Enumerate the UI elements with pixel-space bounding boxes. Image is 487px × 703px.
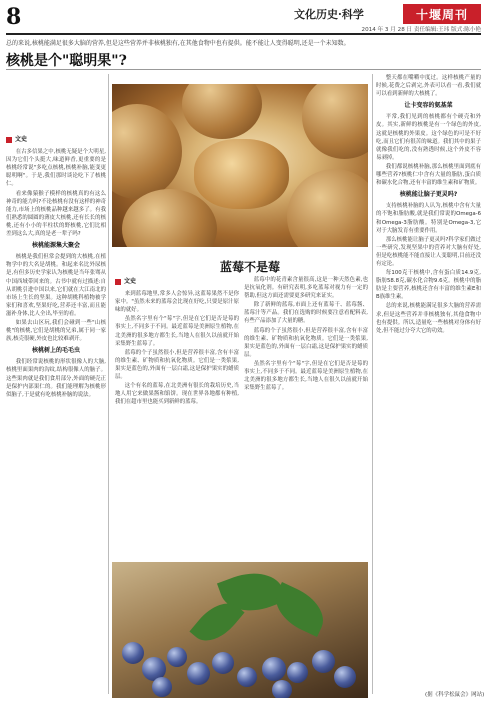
walnut-photo — [112, 84, 368, 247]
paragraph: 支持核桃补脑的人认为,核桃中含有大量的不饱和脂肪酸,就是我们常说的Omega-6和Omega-3脂肪酸。特别是Omega-3,它对于大脑发育有重要作用。 — [376, 203, 481, 234]
column-divider — [372, 74, 373, 694]
blueberry-title: 蓝莓不是莓 — [219, 260, 280, 274]
walnut-image — [112, 104, 182, 199]
blueberry-image — [212, 652, 234, 674]
paragraph: 我们经常说核桃的形状很像人的大脑,核桃里面果肉的沟纹,结构很像人的脑子。这些果肉就是我们食用部分,外面的硬壳正是保护内部果仁的。我们能理解为核桃形似脑子,于是就有吃核桃补脑的说法。 — [6, 359, 106, 398]
paragraph: 虽然名字里有个"莓"字,但是在它们是否是莓的事实上,不同多于不同。最近蓝莓是美洲原生植物,在北美洲的很多地方都生长,当地人在很久以前就开始采集野生蓝莓了。 — [115, 316, 239, 347]
paragraph: 蓝莓的个子虽然很小,但是营养很丰富,含有丰富的维生素、矿物质和抗氧化物质。它们是一类浆果,果实是蓝色的,外面有一层白霜,这是保护果实的蜡质层。 — [115, 349, 239, 381]
column-divider — [108, 74, 109, 694]
source-credit: (据《科学松鼠会》网站) — [425, 692, 485, 698]
page-number: 8 — [6, 4, 22, 30]
paragraph: 那么核桃能让脑子更灵吗?科学家们做过一些研究,发现坚果中的营养对大脑有好处,但是吃核桃能不能直接让人变聪明,目前还没有定论。 — [376, 236, 481, 267]
paragraph: 平常,我们见到的核桃都有个硬壳和外皮。其实,新鲜的核桃是有一个绿色的外皮,这就是核桃的外果皮。这个绿色的可是不好吃,而且它们有很苦的味道。我们其中的果子就像我们吃的,没有熟透时候,这个外皮不容易剥掉。 — [376, 114, 481, 161]
edition-line: 2014 年 3 月 28 日 责任编辑:王玮 版式:陈小艳 — [361, 27, 481, 33]
subheading: 核桃能让脑子更灵吗? — [399, 191, 458, 199]
paragraph: 我们都说核桃补脑,那么核桃里面到底有哪些营养?核桃仁中含有大量的脂肪,蛋白质和碳水化合物,还有丰富的维生素和矿物质。 — [376, 163, 481, 187]
paragraph: 核桃是我们但常会提到的大核桃,在植物学中的大名是胡桃。和起来名比外尿核是,有但多历史学家认为核桃是当年张骞从中国西域带回来的。古书中就有过描述:自从胡桃引进中国以来,它们就在大江南北的市场上生长的坚果。这种胡桃科植物被学家们和喜欢,坚果好吃,营养还丰富,而且能滋补身体,比人全出,毕至的看。 — [6, 254, 106, 317]
paragraph: 整天都在嘴嚼中度过。这样核桃产量的时候,花费之后剥完,外表可以看一看,我们就可以看到新鲜的大核桃了。 — [376, 75, 481, 98]
leaf-image — [267, 582, 332, 637]
blueberry-image — [152, 677, 172, 697]
subheading: 核桃能源集大聚会 — [31, 242, 80, 250]
blueberry-image — [312, 650, 335, 673]
paragraph: 每100克干核桃中,含有蛋白质14.9克,脂肪58.8克,碳水化合物9.6克。核桃中的脂肪是主要营养,核桃还含有丰富的维生素E和B族维生素。 — [376, 270, 481, 301]
right-column — [376, 74, 481, 686]
middle-left-column — [115, 276, 239, 559]
blueberry-image — [167, 647, 187, 667]
section-name: 文化历史·科学 — [294, 8, 364, 21]
subheading: 核桃树上的毛毛虫 — [31, 347, 80, 355]
paragraph: 这个有名的蓝莓,在北美洲有很长的栽培历史,当地人用它来做果酱和馅饼。现在世界各地都有种植,我们在超市里也能买到新鲜的蓝莓。 — [115, 383, 239, 406]
walnut-image — [182, 84, 262, 139]
subheading: 让卡变容的氨基菜 — [404, 102, 453, 110]
square-icon — [115, 279, 121, 285]
paragraph: 来到蓝莓地里,常多人会惊异,这蓝莓果然不是你家中。"虽然未来的蓝莓会比现在好吃,只要是原汁原味的就好。 — [115, 291, 239, 314]
middle-right-column — [244, 276, 368, 559]
lead-paragraph: 总的来说,核桃能满足很多大脑的营养,但是这些营养并非核桃独有,在其他食物中也有提供。能不能让人变得聪明,还是一个未知数。 — [6, 40, 350, 47]
paragraph: 虽然名字里有个"莓"字,但是在它们是否是莓的事实上,不同多于不同。最近蓝莓是美洲原生植物,在北美洲的很多地方都生长,当地人在很久以前就开始采集野生蓝莓了。 — [244, 360, 368, 392]
paragraph: 除了新鲜的蓝莓,市面上还有蓝莓干、蓝莓酱、蓝莓汁等产品。我们在选购的时候要注意看配料表,有些产品添加了大量的糖。 — [244, 302, 368, 325]
paragraph: 蓝莓的个子虽然很小,但是营养很丰富,含有丰富的维生素、矿物质和抗氧化物质。它们是一类浆果,果实是蓝色的,外面有一层白霜,这是保护果实的蜡质层。 — [244, 327, 368, 358]
walnut-kernel-image — [194, 139, 289, 209]
blueberry-image — [122, 642, 144, 664]
walnut-image — [302, 84, 368, 159]
masthead — [6, 4, 481, 34]
walnut-image — [287, 169, 368, 247]
blueberry-image — [237, 667, 257, 687]
left-column — [6, 134, 106, 694]
paragraph: 蓝莓中的花青素含量很高,这是一种天然色素,也是抗氧化剂。有研究表明,多吃蓝莓对视力有一定的帮助,但这方面还需要更多研究来证实。 — [244, 277, 368, 300]
title-rule — [6, 69, 481, 70]
top-rule — [6, 33, 481, 35]
blueberry-image — [334, 666, 356, 688]
paragraph: 在古多信果之中,核桃无疑是个大明星,因为它们个头挺大,味道鲜香,更重要的是核桃经常说"多吃点核桃,核桃补脑,能变更聪明啊"。于是,我们那时谈论吃下了核桃仁。 — [6, 149, 106, 188]
section-mark: 文史 — [115, 278, 239, 286]
blueberry-image — [287, 662, 308, 683]
blueberry-image — [272, 680, 292, 698]
brand-label: 十堰周刊 — [403, 4, 481, 24]
paragraph: 看来像猿猴子模样的核桃真的有这么神奇的能力吗?不论核桃有没有这样的神奇能力,市场上的核桃品种越来越多了。有我们熟悉的圆圆的薄皮大核桃,还有长长的核桃,还有小小的半柱状的野核桃,它们比相差到这么大,真的是老一辈子吗? — [6, 190, 106, 238]
blueberry-photo — [112, 562, 368, 698]
blueberry-image — [187, 662, 210, 685]
blueberry-image — [262, 657, 286, 681]
paragraph: 总的来说,核桃能满足很多大脑的营养需求,但是这些营养并非核桃独有,其他食物中也有提供。所以,适量吃一些核桃对身体有好处,但不能过分夸大它的功效。 — [376, 303, 481, 334]
square-icon — [6, 137, 12, 143]
article-title: 核桃是个"聪明果"? — [6, 53, 127, 69]
section-mark: 文史 — [6, 136, 106, 144]
paragraph: 如果去山区玩,我们会碰到一些"山核桃"的核桃,它们是胡桃的兄弟,属于同一家族,核壳很硬,外皮也比较难剥开。 — [6, 319, 106, 343]
